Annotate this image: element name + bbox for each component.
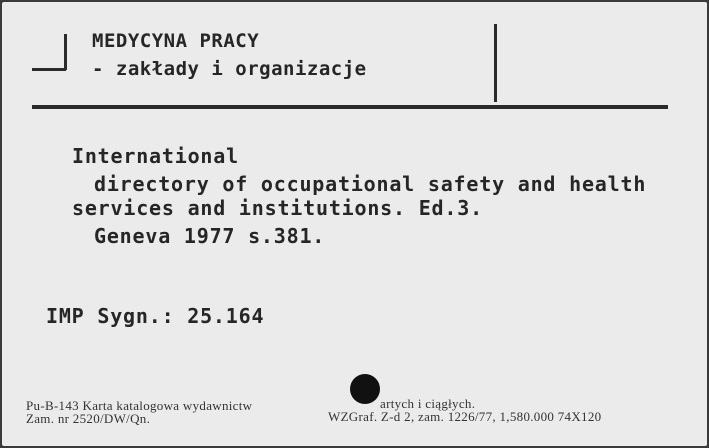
footer-line-2-left: Zam. nr 2520/DW/Qn. <box>26 411 151 426</box>
subject-heading: MEDYCYNA PRACY <box>92 30 260 52</box>
footer-line-1-right: artych i ciągłych. <box>380 396 476 411</box>
header-divider-vertical <box>494 24 497 102</box>
catalog-card <box>2 2 707 446</box>
subject-subheading: - zakłady i organizacje <box>92 58 367 80</box>
entry-line-3: services and institutions. Ed.3. <box>72 196 483 220</box>
footer-line-1-left: Pu-B-143 Karta katalogowa wydawnictw <box>26 398 253 413</box>
entry-line-1: International <box>72 144 239 168</box>
entry-line-4: Geneva 1977 s.381. <box>94 224 326 248</box>
header-bracket-vertical <box>64 34 67 70</box>
header-divider-horizontal <box>32 105 668 109</box>
header-bracket-horizontal <box>32 68 66 71</box>
call-number: IMP Sygn.: 25.164 <box>46 304 265 328</box>
entry-line-2: directory of occupational safety and health <box>94 172 647 196</box>
punch-hole <box>350 374 380 404</box>
footer-line-2-right: WZGraf. Z-d 2, zam. 1226/77, 1,580.000 74X120 <box>328 409 602 424</box>
